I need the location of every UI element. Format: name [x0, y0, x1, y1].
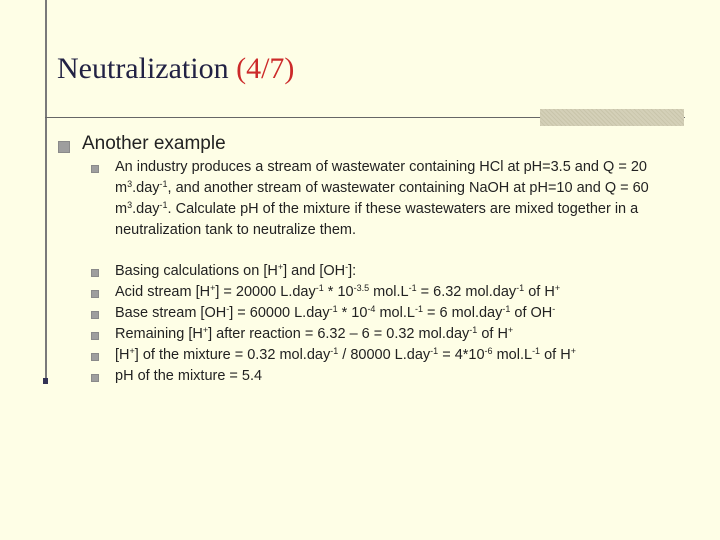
- heading-bullet-icon: [58, 141, 70, 153]
- step-acid-stream: Acid stream [H+] = 20000 $L.day^{-1} * 10^{-3.5}$ $mol.L^{-1} = 6.32$ mol.day$^{-1}$ of H+: [115, 283, 561, 300]
- problem-superscript: -1: [159, 200, 168, 210]
- problem-text-part: , and another stream of wastewater containing NaOH at pH=10 and Q = 60 m: [115, 180, 649, 217]
- problem-bullet-icon: [91, 165, 99, 173]
- step-bullet-icon: [91, 311, 99, 319]
- problem-superscript: 3: [127, 179, 133, 189]
- problem-superscript: -1: [159, 179, 168, 189]
- step-mixture-concentration: [H+] of the mixture = 0.32 mol.day$^{-1}$ / 80000 $L.day^{-1} = 4*10^{-6}$ $mol.L^{-1}$ of H+: [115, 346, 576, 363]
- left-vertical-rule: [45, 0, 47, 384]
- step-bullet-icon: [91, 332, 99, 340]
- step-final-ph: pH of the mixture = 5.4: [115, 368, 263, 384]
- slide-title: [57, 52, 294, 86]
- slide-counter: (4/7): [236, 52, 295, 85]
- problem-text-part: .day: [132, 180, 160, 196]
- step-bullet-icon: [91, 374, 99, 382]
- problem-superscript: 3: [127, 200, 133, 210]
- problem-statement: [115, 157, 685, 241]
- title-rule-accent-block: [540, 109, 684, 126]
- section-heading: Another example: [82, 133, 226, 154]
- left-rule-end-marker: [43, 378, 48, 384]
- problem-text-part: .day: [132, 201, 160, 217]
- problem-text-part: An industry produces a stream of wastewater containing HCl at pH=3.5 and Q = 20 m: [115, 159, 647, 196]
- step-bullet-icon: [91, 290, 99, 298]
- step-basis: Basing calculations on [H+] and [OH-]:: [115, 262, 357, 279]
- problem-text-part: . Calculate pH of the mixture if these wastewaters are mixed together in a neutralization tank to neutralize them.: [115, 201, 639, 238]
- step-bullet-icon: [91, 353, 99, 361]
- step-remaining: Remaining [H+] after reaction = 6.32 – 6 = 0.32 mol.day$^{-1}$ of H+: [115, 325, 514, 342]
- step-base-stream: Base stream [OH-] = 60000 $L.day^{-1} * 10^{-4}$ $mol.L^{-1} = 6$ mol.day$^{-1}$ of OH-: [115, 304, 556, 321]
- slide-title-text: Neutralization: [57, 52, 229, 85]
- step-bullet-icon: [91, 269, 99, 277]
